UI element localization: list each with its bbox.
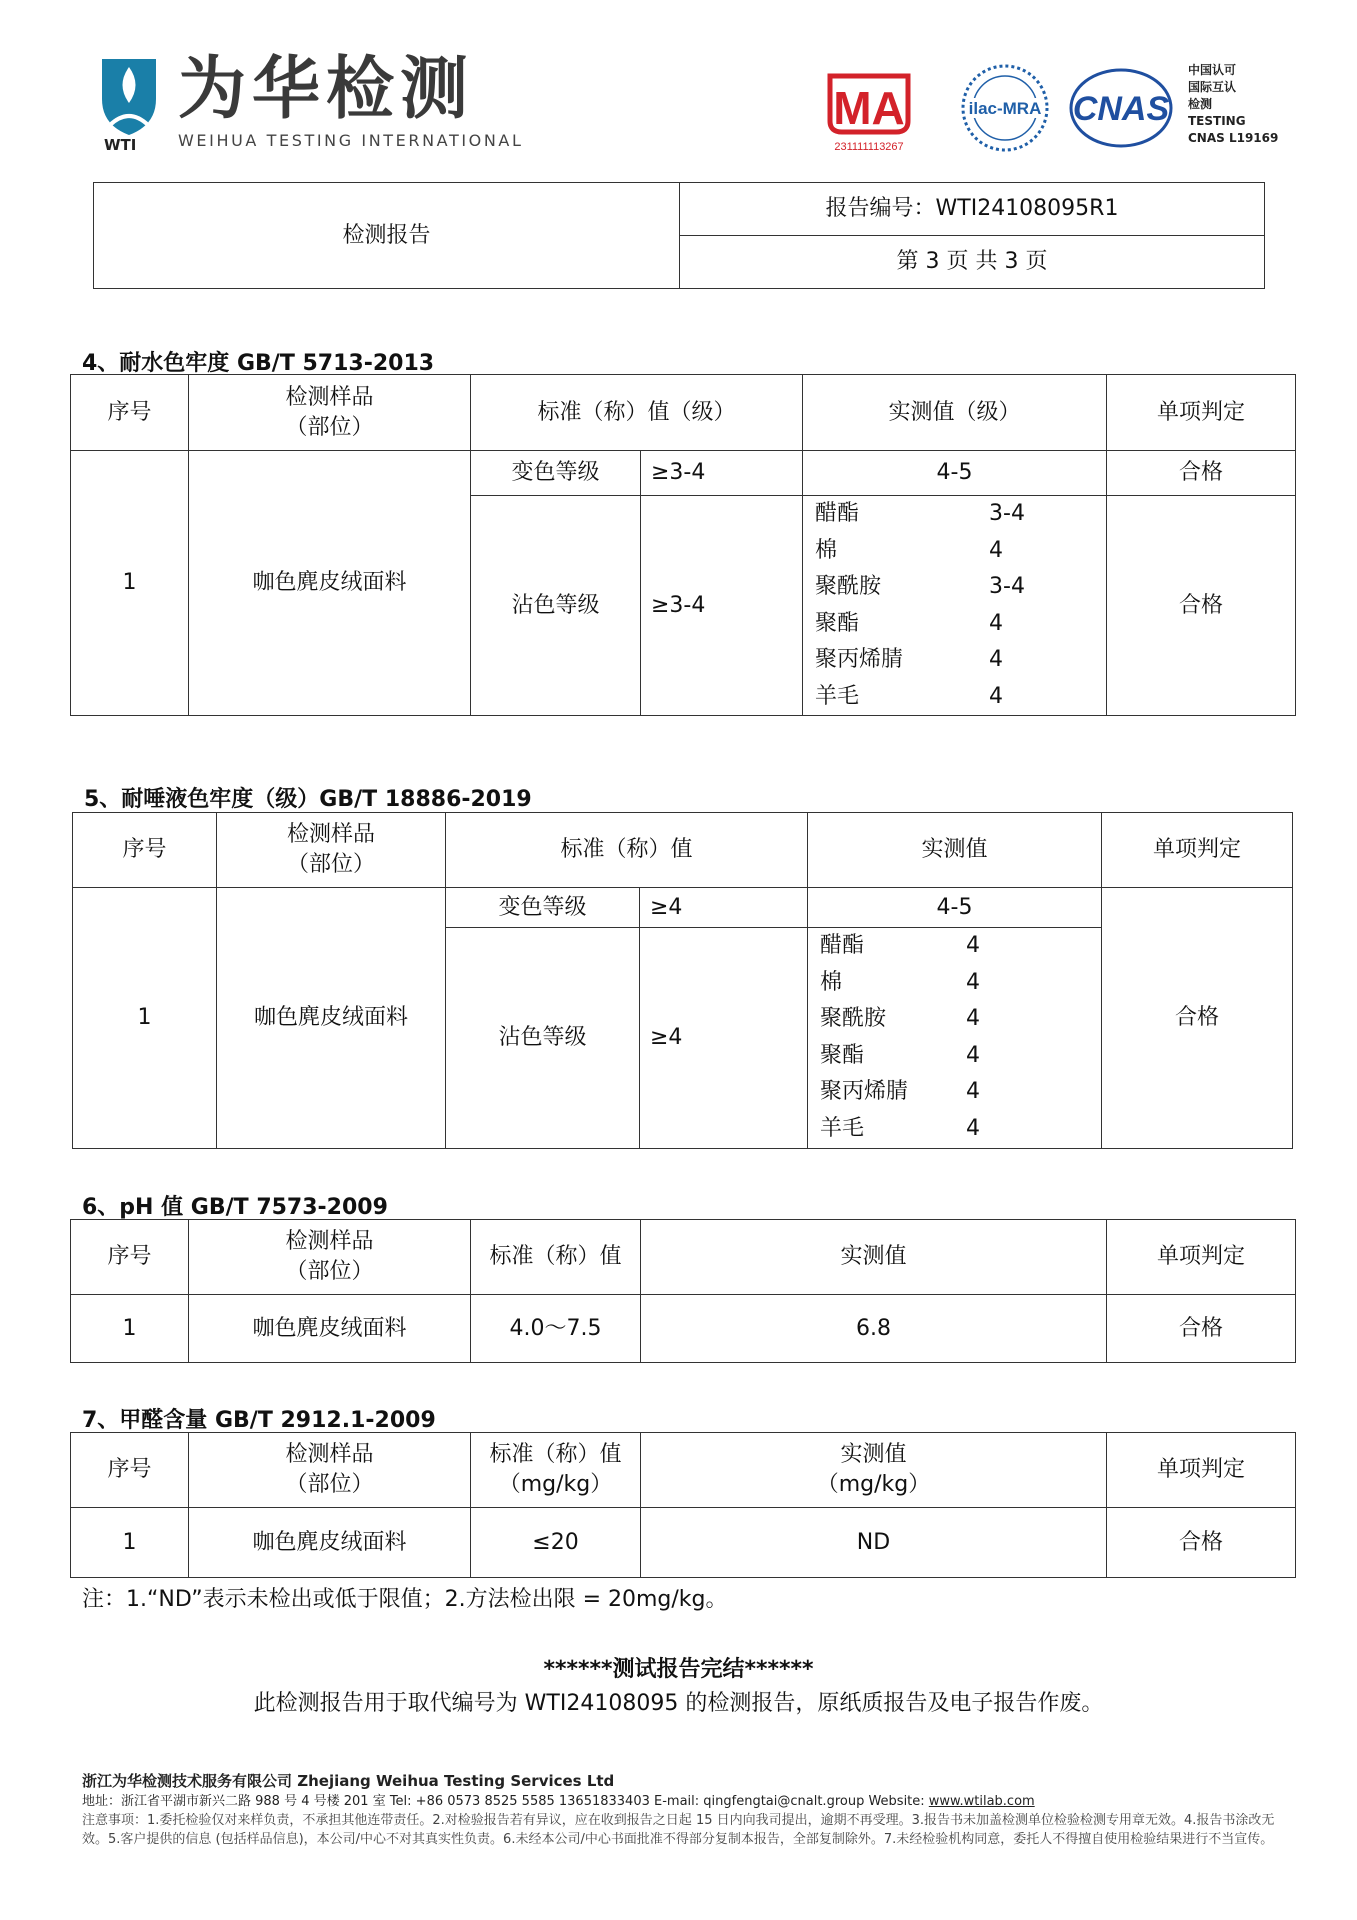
header-cell: 序号 xyxy=(71,1220,189,1295)
change-measured: 4-5 xyxy=(808,888,1102,928)
header-cell: 检测样品 （部位） xyxy=(189,1220,471,1295)
section7-table xyxy=(70,1432,1296,1578)
sample-name: 咖色麂皮绒面料 xyxy=(189,1508,471,1578)
header-cell: 实测值 xyxy=(641,1220,1107,1295)
fiber-name: 棉 xyxy=(820,969,843,995)
fiber-name: 聚酰胺 xyxy=(820,1006,887,1031)
cnas-line: TESTING xyxy=(1188,114,1246,128)
footer xyxy=(82,1772,1282,1849)
sample-name: 咖色麂皮绒面料 xyxy=(217,888,446,1149)
report-header-box xyxy=(93,182,1265,289)
logo-abbr: WTI xyxy=(104,136,137,154)
stain-list xyxy=(803,496,1107,716)
standard-value: 4.0～7.5 xyxy=(471,1295,641,1363)
section5-table xyxy=(72,812,1293,1149)
stain-list-inner xyxy=(808,928,1102,1147)
header-cell: 检测样品 （部位） xyxy=(189,375,471,451)
notice-text: 注意事项：1.委托检验仅对来样负责，不承担其他连带责任。2.对检验报告若有异议，应在收到报告之日起 15 日内向我司提出，逾期不再受理。3.报告书未加盖检测单位检验检测专用章无效。4.报告书涂改无效。5.客户提供的信息 (包括样品信息)，本公司/中心不对其真实性负责。6.未经本公司/中心书面批准不得部分复制本报告，全部复制除外。7.未经检验机构同意，委托人不得擅自使用检验结果进行不当宣传。 xyxy=(82,1813,1275,1847)
cma-mark-icon xyxy=(820,66,918,156)
overall-result: 合格 xyxy=(1102,888,1293,1149)
change-result: 合格 xyxy=(1107,451,1296,496)
fiber-grade: 4 xyxy=(966,969,981,995)
sample-name: 咖色麂皮绒面料 xyxy=(189,1295,471,1363)
fiber-name: 聚丙烯腈 xyxy=(815,647,904,672)
fiber-grade: 4 xyxy=(989,537,1004,563)
ilac-mra-icon xyxy=(960,60,1050,156)
address-line: 地址：浙江省平湖市新兴二路 988 号 4 号楼 201 室 Tel: +86 0573 8525 5585 13651833403 E-mail: qingfengtai@cnalt.group Website: xyxy=(82,1794,929,1809)
page-info: 第 3 页 共 3 页 xyxy=(680,236,1265,289)
header-cell: 标准（称）值（级） xyxy=(471,375,803,451)
stain-std: ≥4 xyxy=(640,928,808,1149)
change-measured: 4-5 xyxy=(803,451,1107,496)
section6-table xyxy=(70,1219,1296,1363)
cnas-line: CNAS L19169 xyxy=(1188,131,1279,145)
cnas-line: 中国认可 xyxy=(1188,63,1237,77)
result: 合格 xyxy=(1107,1295,1296,1363)
note: 注：1.“ND”表示未检出或低于限值；2.方法检出限 = 20mg/kg。 xyxy=(82,1587,728,1612)
row-number: 1 xyxy=(73,888,217,1149)
fiber-name: 聚酯 xyxy=(820,1042,865,1068)
header-cell: 序号 xyxy=(73,813,217,888)
header-cell: 单项判定 xyxy=(1102,813,1293,888)
row-number: 1 xyxy=(71,1295,189,1363)
stain-result: 合格 xyxy=(1107,496,1296,716)
header-cell: 检测样品 （部位） xyxy=(217,813,446,888)
stain-list xyxy=(808,928,1102,1149)
fiber-name: 羊毛 xyxy=(815,683,860,709)
sample-name: 咖色麂皮绒面料 xyxy=(189,451,471,716)
standard-value: ≤20 xyxy=(471,1508,641,1578)
header-cell: 序号 xyxy=(71,1433,189,1508)
company-name: 浙江为华检测技术服务有限公司 Zhejiang Weihua Testing Services Ltd xyxy=(82,1772,615,1790)
row-number: 1 xyxy=(71,451,189,716)
header-cell: 序号 xyxy=(71,375,189,451)
header-cell: 实测值（级） xyxy=(803,375,1107,451)
website-link[interactable]: www.wtilab.com xyxy=(928,1794,1035,1809)
measured-value: ND xyxy=(641,1508,1107,1578)
cma-number: 231111113267 xyxy=(834,141,904,153)
fiber-grade: 3-4 xyxy=(989,574,1025,599)
section7-title: 7、甲醛含量 GB/T 2912.1-2009 xyxy=(82,1408,436,1433)
fiber-name: 羊毛 xyxy=(820,1115,865,1141)
replace-note: 此检测报告用于取代编号为 WTI24108095 的检测报告，原纸质报告及电子报告作废。 xyxy=(253,1691,1104,1716)
row-number: 1 xyxy=(71,1508,189,1578)
report-number: 报告编号：WTI24108095R1 xyxy=(680,183,1265,236)
logo-chinese-name: 为华检测 xyxy=(178,50,475,129)
header-cell: 单项判定 xyxy=(1107,1433,1296,1508)
fiber-grade: 4 xyxy=(989,610,1004,636)
fiber-name: 棉 xyxy=(815,537,838,563)
fiber-grade: 3-4 xyxy=(989,501,1025,526)
change-label: 变色等级 xyxy=(471,451,641,496)
change-std: ≥4 xyxy=(640,888,808,928)
end-mark: ******测试报告完结****** xyxy=(543,1657,814,1682)
fiber-name: 醋酯 xyxy=(815,501,860,526)
fiber-grade: 4 xyxy=(966,1115,981,1141)
cnas-mark-icon xyxy=(1068,66,1174,150)
section4-title: 4、耐水色牢度 GB/T 5713-2013 xyxy=(82,351,435,376)
fiber-name: 聚丙烯腈 xyxy=(820,1079,909,1104)
cnas-line: 国际互认 xyxy=(1188,80,1237,94)
header-cell: 标准（称）值 （mg/kg） xyxy=(471,1433,641,1508)
wti-logo-mark-icon xyxy=(96,55,162,140)
fiber-name: 聚酰胺 xyxy=(815,574,882,599)
section4-table xyxy=(70,374,1296,716)
stain-list-inner xyxy=(803,496,1107,715)
fiber-grade: 4 xyxy=(966,1042,981,1068)
measured-value: 6.8 xyxy=(641,1295,1107,1363)
stain-label: 沾色等级 xyxy=(471,496,641,716)
result: 合格 xyxy=(1107,1508,1296,1578)
section5-title: 5、耐唾液色牢度（级）GB/T 18886-2019 xyxy=(84,787,532,812)
table-row xyxy=(71,1295,1296,1363)
svg-text:ilac-MRA: ilac-MRA xyxy=(968,99,1042,118)
section6-title: 6、pH 值 GB/T 7573-2009 xyxy=(82,1195,388,1220)
header-cell: 单项判定 xyxy=(1107,1220,1296,1295)
header-cell: 单项判定 xyxy=(1107,375,1296,451)
fiber-grade: 4 xyxy=(989,647,1004,672)
header-cell: 标准（称）值 xyxy=(471,1220,641,1295)
header-cell: 实测值 xyxy=(808,813,1102,888)
header-cell: 标准（称）值 xyxy=(446,813,808,888)
cnas-cert-text xyxy=(1188,62,1308,147)
fiber-name: 醋酯 xyxy=(820,933,865,958)
stain-std: ≥3-4 xyxy=(641,496,803,716)
header-cell: 实测值 （mg/kg） xyxy=(641,1433,1107,1508)
fiber-grade: 4 xyxy=(989,683,1004,709)
logo-english-name: WEIHUA TESTING INTERNATIONAL xyxy=(178,131,524,150)
report-title: 检测报告 xyxy=(94,183,680,289)
change-label: 变色等级 xyxy=(446,888,640,928)
cnas-line: 检测 xyxy=(1188,97,1213,111)
header-cell: 检测样品 （部位） xyxy=(189,1433,471,1508)
fiber-name: 聚酯 xyxy=(815,610,860,636)
svg-text:MA: MA xyxy=(833,82,905,134)
stain-label: 沾色等级 xyxy=(446,928,640,1149)
svg-text:CNAS: CNAS xyxy=(1072,90,1170,128)
change-std: ≥3-4 xyxy=(641,451,803,496)
fiber-grade: 4 xyxy=(966,1006,981,1031)
table-row xyxy=(71,1508,1296,1578)
fiber-grade: 4 xyxy=(966,1079,981,1104)
fiber-grade: 4 xyxy=(966,933,981,958)
